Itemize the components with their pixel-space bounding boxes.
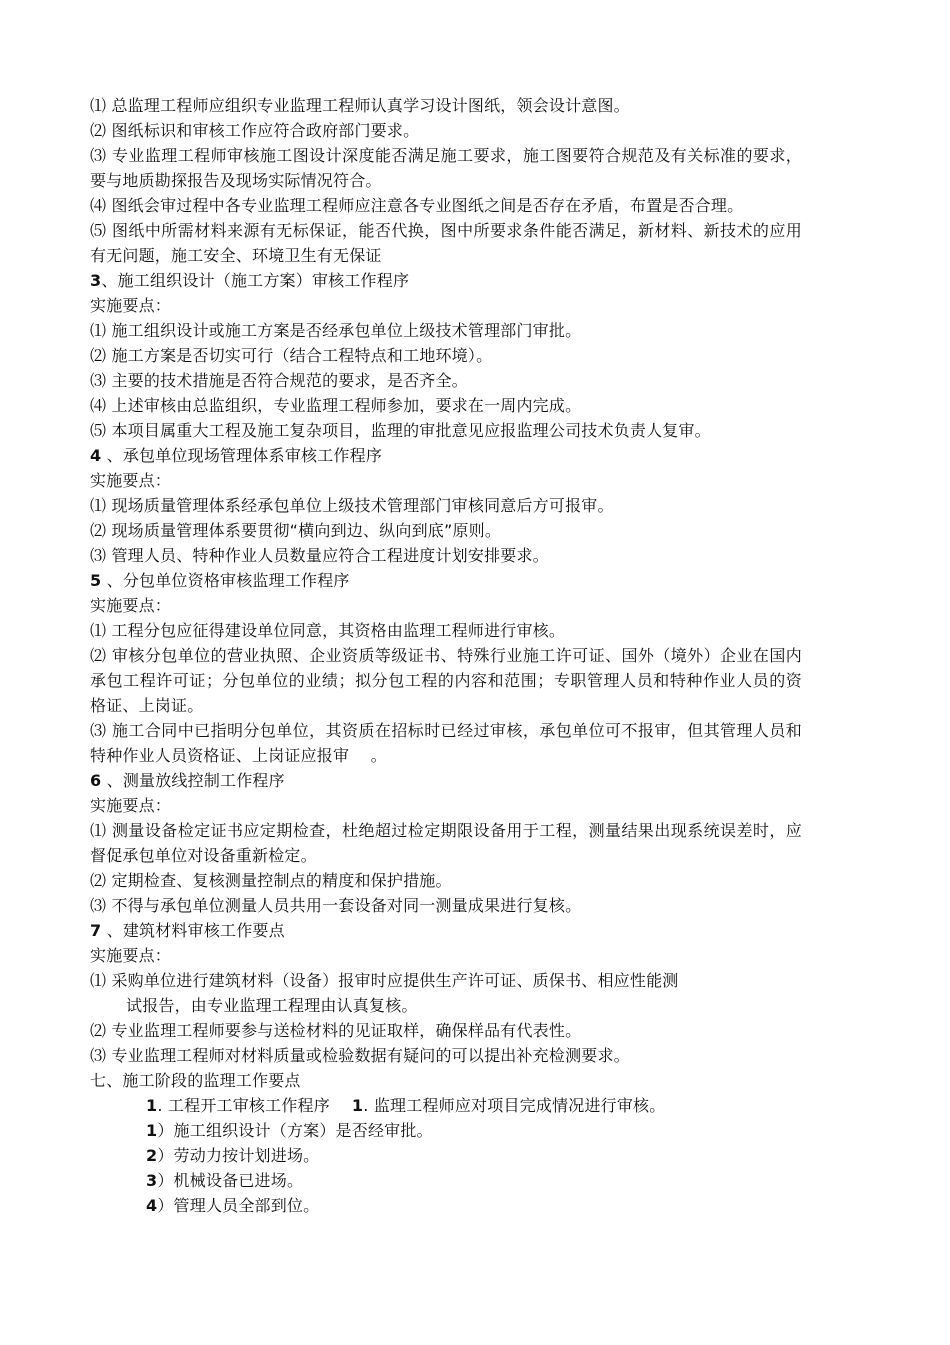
list-item: ⑶ 主要的技术措施是否符合规范的要求，是否齐全。	[90, 371, 468, 390]
paragraph: ⑷ 图纸会审过程中各专业监理工程师应注意各专业图纸之间是否存在矛盾，布置是否合理。	[90, 196, 744, 215]
list-item: ⑴ 施工组织设计或施工方案是否经承包单位上级技术管理部门审批。	[90, 321, 582, 340]
section-number: 4	[90, 446, 102, 465]
paragraph: ⑸ 图纸中所需材料来源有无标保证，能否代换，图中所要求条件能否满足，新材料、新技术的应用有无问题，施工安全、环境卫生有无保证	[90, 221, 802, 265]
list-item: ⑴ 采购单位进行建筑材料（设备）报审时应提供生产许可证、质保书、相应性能测	[90, 971, 679, 990]
section-number: 3	[90, 271, 102, 290]
list-item: ⑸ 本项目属重大工程及施工复杂项目，监理的审批意见应报监理公司技术负责人复审。	[90, 421, 711, 440]
key-points-label: 实施要点：	[90, 596, 172, 615]
section-heading	[90, 768, 810, 793]
paragraph: ⑶ 专业监理工程师审核施工图设计深度能否满足施工要求，施工图要符合规范及有关标准的要求，要与地质勘探报告及现场实际情况符合。	[90, 146, 802, 190]
section-heading	[90, 918, 810, 943]
section-title: 、承包单位现场管理体系审核工作程序	[101, 446, 383, 465]
paragraph: ⑵ 图纸标识和审核工作应符合政府部门要求。	[90, 121, 420, 140]
section-number: 5	[90, 571, 102, 590]
list-item	[90, 1193, 810, 1218]
list-item: ⑵ 专业监理工程师要参与送检材料的见证取样，确保样品有代表性。	[90, 1021, 582, 1040]
item-text: ）机械设备已进场。	[157, 1171, 304, 1190]
list-item: ⑵ 定期检查、复核测量控制点的精度和保护措施。	[90, 871, 452, 890]
item-number: 1	[351, 1096, 364, 1115]
section-heading	[90, 268, 810, 293]
list-item: ⑷ 上述审核由总监组织，专业监理工程师参加，要求在一周内完成。	[90, 396, 582, 415]
list-item: ⑴ 现场质量管理体系经承包单位上级技术管理部门审核同意后方可报审。	[90, 496, 614, 515]
item-text: ）管理人员全部到位。	[157, 1196, 320, 1215]
subsection-number: 1	[146, 1096, 158, 1115]
item-text: ）劳动力按计划进场。	[157, 1146, 320, 1165]
list-item	[90, 1118, 810, 1143]
key-points-label: 实施要点：	[90, 471, 172, 490]
list-item	[90, 1168, 810, 1193]
item-number: 4	[146, 1196, 158, 1215]
list-item	[90, 1143, 810, 1168]
item-number: 3	[146, 1171, 158, 1190]
section-number: 7	[90, 921, 102, 940]
section-title: 、测量放线控制工作程序	[101, 771, 285, 790]
section-number: 6	[90, 771, 102, 790]
subsection-title: . 工程开工审核工作程序	[157, 1096, 330, 1115]
list-item: ⑴ 测量设备检定证书应定期检查，杜绝超过检定期限设备用于工程，测量结果出现系统误差时，应督促承包单位对设备重新检定。	[90, 821, 802, 865]
list-item: ⑴ 工程分包应征得建设单位同意，其资格由监理工程师进行审核。	[90, 621, 566, 640]
key-points-label: 实施要点：	[90, 796, 172, 815]
item-text: . 监理工程师应对项目完成情况进行审核。	[363, 1096, 666, 1115]
item-text: ）施工组织设计（方案）是否经审批。	[157, 1121, 433, 1140]
list-item-continuation: 试报告，由专业监理工程理由认真复核。	[126, 996, 418, 1015]
item-number: 1	[146, 1121, 158, 1140]
section-title: 、分包单位资格审核监理工作程序	[101, 571, 350, 590]
subsection-heading	[90, 1093, 810, 1118]
list-item: ⑶ 管理人员、特种作业人员数量应符合工程进度计划安排要求。	[90, 546, 549, 565]
list-item: ⑶ 施工合同中已指明分包单位，其资质在招标时已经过审核，承包单位可不报审，但其管理人员和特种作业人员资格证、上岗证应报审 。	[90, 721, 802, 765]
paragraph: ⑴ 总监理工程师应组织专业监理工程师认真学习设计图纸，领会设计意图。	[90, 96, 630, 115]
list-item: ⑵ 施工方案是否切实可行（结合工程特点和工地环境）。	[90, 346, 493, 365]
key-points-label: 实施要点：	[90, 946, 172, 965]
section-heading	[90, 568, 810, 593]
section-title: 、建筑材料审核工作要点	[101, 921, 285, 940]
list-item: ⑵ 审核分包单位的营业执照、企业资质等级证书、特殊行业施工许可证、国外（境外）企业在国内承包工程许可证；分包单位的业绩；拟分包工程的内容和范围；专职管理人员和特种作业人员的资格证、上岗证。	[90, 646, 802, 715]
list-item: ⑵ 现场质量管理体系要贯彻“横向到边、纵向到底”原则。	[90, 521, 502, 540]
list-item: ⑶ 不得与承包单位测量人员共用一套设备对同一测量成果进行复核。	[90, 896, 582, 915]
section-heading	[90, 443, 810, 468]
section-title: 、施工组织设计（施工方案）审核工作程序	[101, 271, 410, 290]
key-points-label: 实施要点：	[90, 296, 172, 315]
chapter-heading: 七、施工阶段的监理工作要点	[90, 1071, 301, 1090]
document-body	[90, 93, 810, 1218]
list-item: ⑶ 专业监理工程师对材料质量或检验数据有疑问的可以提出补充检测要求。	[90, 1046, 630, 1065]
item-number: 2	[146, 1146, 158, 1165]
